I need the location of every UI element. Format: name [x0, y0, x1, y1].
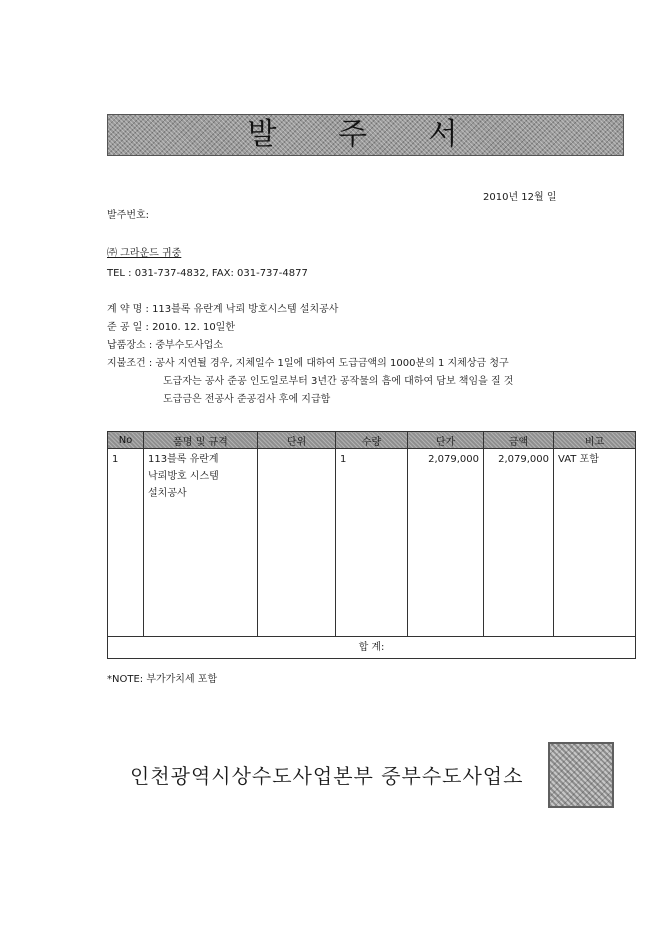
- document-title: 발 주 서: [247, 117, 484, 152]
- order-number-label: 발주번호:: [107, 210, 150, 221]
- cell-unit-price: 2,079,000: [408, 449, 484, 637]
- item-line-1: 113블록 유란계: [148, 454, 219, 465]
- vendor-contact: TEL : 031-737-4832, FAX: 031-737-4877: [107, 268, 308, 279]
- payment-conditions-3: 도급금은 전공사 준공검사 후에 지급함: [163, 394, 331, 405]
- cell-qty: 1: [336, 449, 408, 637]
- payment-conditions-1: 지불조건 : 공사 지연될 경우, 지체일수 1일에 대하여 도급금액의 1000분의 1 지체상금 청구: [107, 358, 509, 369]
- item-line-2: 낙뢰방호 시스템: [148, 471, 219, 482]
- col-header-item: 품명 및 규격: [144, 432, 258, 449]
- cell-no: 1: [108, 449, 144, 637]
- order-date: 2010년 12월 일: [483, 192, 557, 203]
- note-text: *NOTE: 부가가치세 포함: [107, 674, 218, 685]
- col-header-unit: 단위: [258, 432, 336, 449]
- col-header-no: No: [108, 432, 144, 449]
- col-header-qty: 수량: [336, 432, 408, 449]
- item-line-3: 설치공사: [148, 488, 187, 499]
- title-banner: [107, 114, 624, 156]
- cell-note: VAT 포함: [554, 449, 636, 637]
- cell-amount: 2,079,000: [484, 449, 554, 637]
- vendor-name: ㈜ 그라운드 귀중: [107, 248, 182, 259]
- official-seal-stamp: [548, 742, 614, 808]
- total-row: [108, 637, 636, 659]
- cell-unit: [258, 449, 336, 637]
- table-header-row: [108, 432, 636, 449]
- total-label: 합 계:: [108, 637, 636, 659]
- col-header-unit-price: 단가: [408, 432, 484, 449]
- delivery-place: 납품장소 : 중부수도사업소: [107, 340, 223, 351]
- order-table: [107, 431, 636, 659]
- payment-conditions-2: 도급자는 공사 준공 인도일로부터 3년간 공작물의 흠에 대하여 담보 책임을 질 것: [163, 376, 514, 387]
- contract-name: 계 약 명 : 113블록 유란계 낙뢰 방호시스템 설치공사: [107, 304, 339, 315]
- issuer-organization: 인천광역시상수도사업본부 중부수도사업소: [130, 764, 524, 788]
- table-row: [108, 449, 636, 637]
- col-header-amount: 금액: [484, 432, 554, 449]
- completion-date: 준 공 일 : 2010. 12. 10일한: [107, 322, 235, 333]
- col-header-note: 비고: [554, 432, 636, 449]
- cell-item: [144, 449, 258, 637]
